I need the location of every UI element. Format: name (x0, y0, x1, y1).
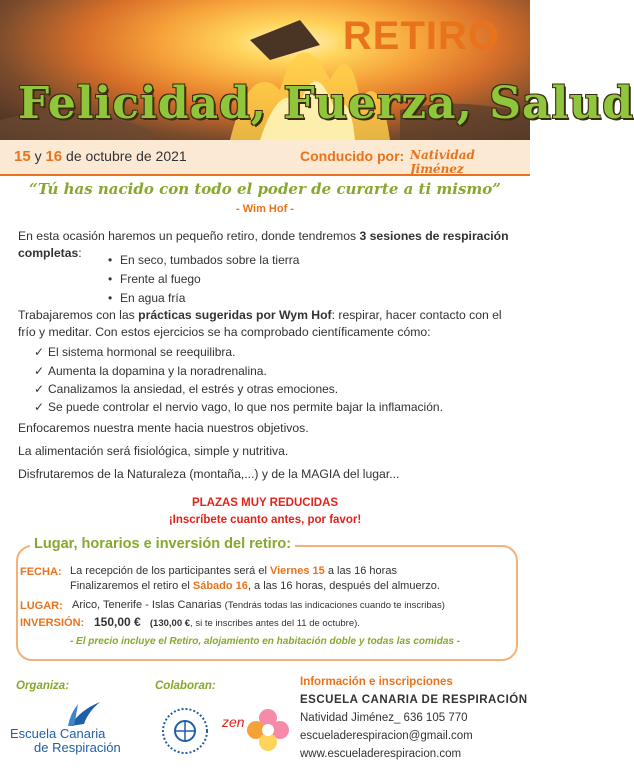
website-link[interactable]: www.escueladerespiracion.com (300, 748, 462, 760)
contact-phone: Natividad Jiménez_ 636 105 770 (300, 712, 468, 724)
benefit-item: ✓ Se puede controlar el nervio vago, lo que nos permite bajar la inflamación. (34, 400, 443, 414)
session-item: • En seco, tumbados sobre la tierra (120, 253, 299, 267)
zen-logo: zen (222, 714, 245, 730)
contact-email[interactable]: escueladerespiracion@gmail.com (300, 730, 473, 742)
retreat-title: Felicidad, Fuerza, Salud (18, 78, 634, 129)
conductor-name: Natividad Jiménez (410, 148, 475, 176)
info-box-title: Lugar, horarios e inversión del retiro: (30, 536, 295, 552)
flower-icon (246, 708, 290, 752)
retreat-dates: 15 y 16 de octubre de 2021 (14, 148, 187, 165)
benefit-item: ✓ Canalizamos la ansiedad, el estrés y otras emociones. (34, 382, 339, 396)
colectivo-renacedores-logo (160, 706, 210, 756)
info-signup-heading: Información e inscripciones (300, 676, 453, 688)
inversion-value: 150,00 € (130,00 €, si te inscribes antes del 11 de octubre). (94, 615, 360, 629)
fecha-label: FECHA: (20, 566, 62, 578)
limited-places-notice: PLAZAS MUY REDUCIDAS (191, 497, 339, 509)
quote-author: - Wim Hof - (236, 203, 294, 215)
practices-paragraph: Trabajaremos con las prácticas sugeridas por Wym Hof: respirar, hacer contacto con el frío y meditar. Con estos ejercicios se ha comprobado científicamente cómo: (18, 308, 502, 339)
benefit-item: ✓ El sistema hormonal se reequilibra. (34, 345, 236, 359)
checkmark-icon: ✓ (34, 364, 45, 378)
nature-paragraph: Disfrutaremos de la Naturaleza (montaña,...) y de la MAGIA del lugar... (18, 467, 400, 481)
price-includes-note: - El precio incluye el Retiro, alojamiento en habitación doble y todas las comidas - (69, 636, 461, 647)
school-name: ESCUELA CANARIA DE RESPIRACIÓN (300, 694, 528, 706)
organiza-label: Organiza: (16, 680, 70, 692)
conducted-by-label: Conducido por: (300, 148, 405, 164)
fecha-line-2: Finalizaremos el retiro el Sábado 16, a las 16 horas, después del almuerzo. (70, 580, 440, 592)
checkmark-icon: ✓ (34, 400, 45, 414)
focus-paragraph: Enfocaremos nuestra mente hacia nuestros objetivos. (18, 421, 309, 435)
benefit-item: ✓ Aumenta la dopamina y la noradrenalina. (34, 364, 267, 378)
colaboran-label: Colaboran: (155, 680, 216, 692)
date-row (0, 140, 530, 176)
hero-banner (0, 0, 634, 140)
quote-text: “Tú has nacido con todo el poder de curarte a ti mismo” (29, 180, 501, 198)
session-item: • En agua fría (120, 291, 185, 305)
intro-paragraph: En esta ocasión haremos un pequeño retiro, donde tendremos 3 sesiones de respiración completas: (18, 229, 509, 260)
fecha-line-1: La recepción de los participantes será el Viernes 15 a las 16 horas (70, 565, 397, 577)
inversion-label: INVERSIÓN: (20, 617, 85, 629)
checkmark-icon: ✓ (34, 382, 45, 396)
session-item: • Frente al fuego (120, 272, 201, 286)
escuela-canaria-logo: Escuela Canaria de Respiración (10, 698, 140, 758)
signup-notice: ¡Inscríbete cuanto antes, por favor! (168, 514, 362, 526)
retreat-kicker: RETIRO (342, 14, 500, 58)
bird-icon (10, 698, 140, 728)
lugar-label: LUGAR: (20, 600, 63, 612)
checkmark-icon: ✓ (34, 345, 45, 359)
lugar-value: Arico, Tenerife - Islas Canarias (Tendrás todas las indicaciones cuando te inscribas) (72, 599, 445, 611)
food-paragraph: La alimentación será fisiológica, simple y nutritiva. (18, 444, 289, 458)
